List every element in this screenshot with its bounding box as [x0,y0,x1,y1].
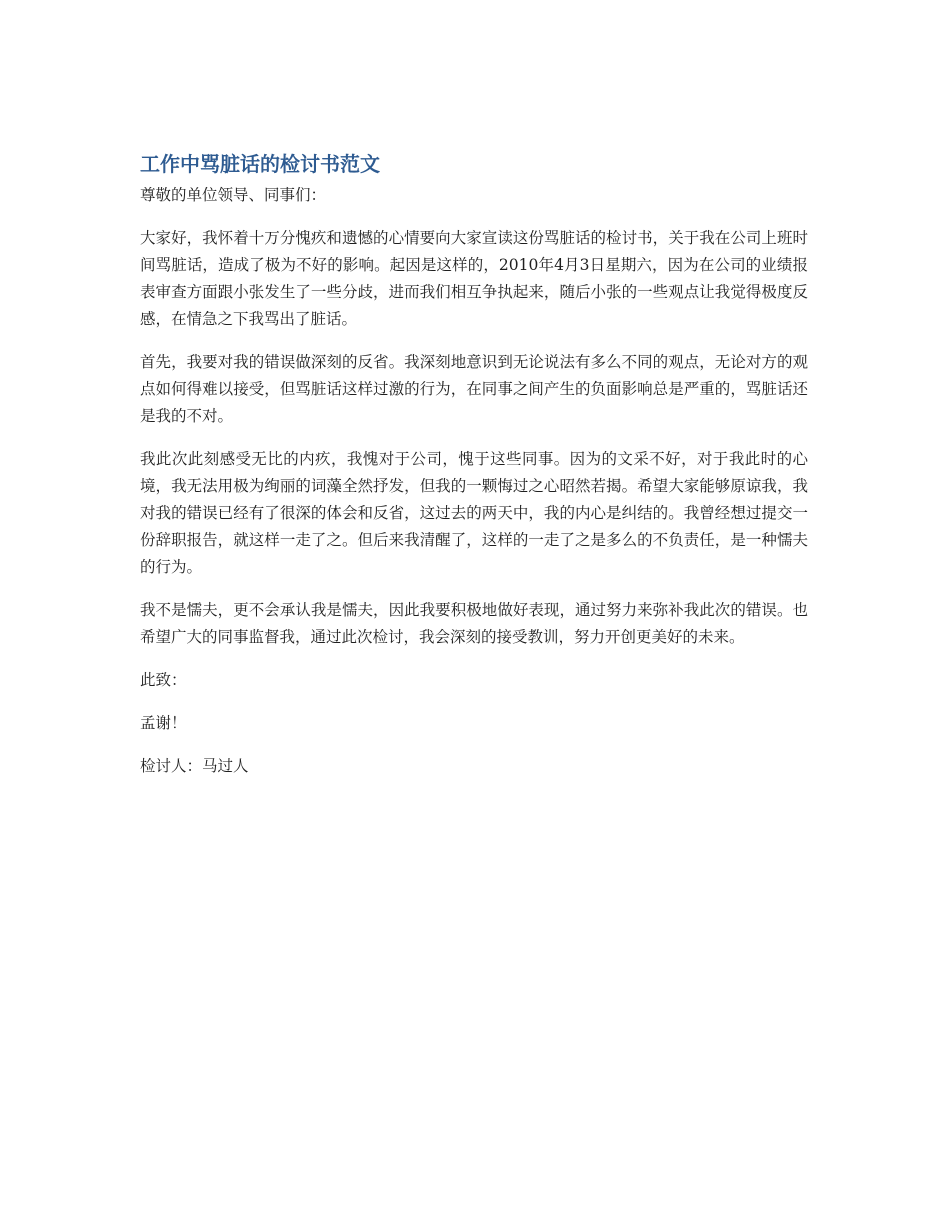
document-title: 工作中骂脏话的检讨书范文 [140,152,380,176]
salutation: 尊敬的单位领导、同事们： [140,186,327,204]
body-paragraph-3: 我此次此刻感受无比的内疚，我愧对于公司，愧于这些同事。因为的文采不好，对于我此时的心境，我无法用极为绚丽的词藻全然抒发，但我的一颗悔过之心昭然若揭。希望大家能够原谅我，我对我的错误已经有了很深的体会和反省，这过去的两天中，我的内心是纠结的。我曾经想过提交一份辞职报告，就这样一走了之。但后来我清醒了，这样的一走了之是多么的不负责任，是一种懦夫的行为。 [140,450,808,576]
signature-line: 检讨人：马过人 [140,757,249,775]
regards-line: 孟谢！ [140,714,187,732]
body-paragraph-1: 大家好，我怀着十万分愧疚和遗憾的心情要向大家宣读这份骂脏话的检讨书，关于我在公司上班时间骂脏话，造成了极为不好的影响。起因是这样的，2010年4月3日星期六，因为在公司的业绩报表审查方面跟小张发生了一些分歧，进而我们相互争执起来，随后小张的一些观点让我觉得极度反感，在情急之下我骂出了脏话。 [140,229,808,328]
body-paragraph-4: 我不是懦夫，更不会承认我是懦夫，因此我要积极地做好表现，通过努力来弥补我此次的错误。也希望广大的同事监督我，通过此次检讨，我会深刻的接受教训，努力开创更美好的未来。 [140,601,808,646]
closing-line: 此致： [140,671,187,689]
document-page [140,150,808,796]
body-paragraph-2: 首先，我要对我的错误做深刻的反省。我深刻地意识到无论说法有多么不同的观点，无论对方的观点如何得难以接受，但骂脏话这样过激的行为，在同事之间产生的负面影响总是严重的，骂脏话还是我的不对。 [140,353,808,425]
